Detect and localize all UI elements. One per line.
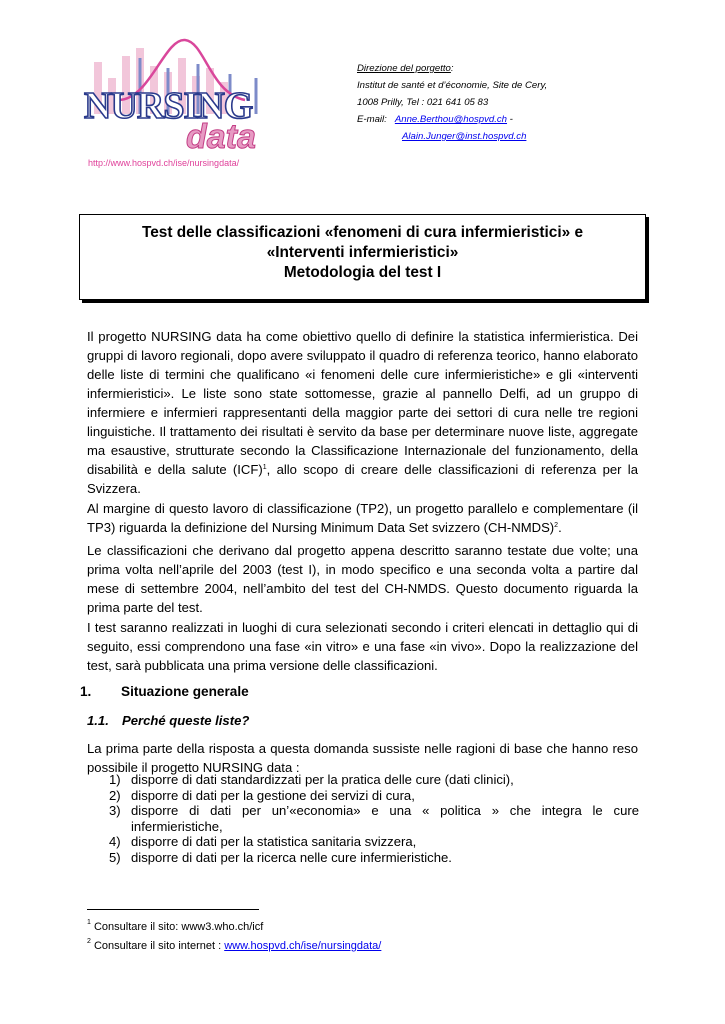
paragraph-2-text: Al margine di questo lavoro di classificazione (TP2), un progetto parallelo e complementare (il TP3) riguarda la definizione del Nursing Minimum Data Set svizzero (CH-NMDS): [87, 501, 638, 535]
list-item-text: disporre di dati per un’«economia» e una « politica » che integra le cure infermieristiche,: [131, 803, 639, 834]
logo-data-text: data: [186, 118, 256, 156]
list-item: [109, 772, 639, 788]
footnote-2-link[interactable]: www.hospvd.ch/ise/nursingdata/: [224, 940, 382, 952]
footnote-2: [87, 940, 381, 952]
section-1-title: Situazione generale: [121, 684, 249, 699]
paragraph-4: I test saranno realizzati in luoghi di cura selezionati secondo i criteri elencati in dettaglio qui di seguito, essi comprendono una fase «in vitro» e una fase «in vivo». Dopo la realizzazione del test, sarà pubblicata una prima versione delle classificazioni.: [87, 620, 638, 673]
footnote-separator: [87, 909, 259, 910]
list-item-text: disporre di dati per la statistica sanitaria svizzera,: [131, 834, 417, 849]
section-1-1-title: Perché queste liste?: [122, 713, 250, 728]
paragraph-3: Le classificazioni che derivano dal progetto appena descritto saranno testate due volte; una prima volta nell’aprile del 2003 (test I), in modo specifico e una seconda volta a partire dal mese di settembre 2004, nell’ambito del test del CH-NMDS. Questo documento riguarda la prima parte del test.: [87, 543, 638, 615]
footnote-ref-1: 1: [262, 464, 267, 471]
email-label: E-mail:: [357, 114, 387, 125]
list-item: [109, 803, 639, 834]
footnote-1-text: Consultare il sito: www3.who.ch/icf: [93, 921, 264, 933]
footnote-1: [87, 921, 263, 933]
footnote-2-text: Consultare il sito internet :: [93, 940, 225, 952]
list-item-number: 1): [109, 772, 121, 787]
paragraph-2-text-end: .: [558, 520, 562, 535]
paragraph-5: La prima parte della risposta a questa domanda sussiste nelle ragioni di base che hanno reso possibile il progetto NURSING data :: [87, 741, 638, 775]
contact-label-suffix: :: [450, 63, 454, 74]
section-1-1-number: 1.1.: [87, 713, 109, 728]
list-item-number: 5): [109, 849, 121, 865]
nursing-data-logo: [80, 38, 295, 158]
contact-email-row: [357, 111, 547, 128]
paragraph-1: [87, 327, 638, 498]
email-separator: -: [507, 114, 513, 125]
paragraph-1-text: Il progetto NURSING data ha come obiettivo quello di definire la statistica infermieristica. Dei gruppi di lavoro regionali, dopo avere sviluppato il quadro di referenza teorico, hanno elaborato delle liste di termini che qualificano «i fenomeni delle cure infermieristiche» e gli «interventi infermieristici». Le liste sono state sottomesse, grazie al pannello Delfi, ad un gruppo di infermiere e infermieri rappresentanti della maggior parte dei settori di cura nelle tre regioni linguistiche. Il trattamento dei risultati è servito da base per determinare nuove liste, aggregate ma esaustive, strutturate secondo la Classificazione Internazionale del funzionamento, della disabilità e della salute (ICF): [87, 329, 638, 477]
logo-nursing-text: NURSING: [84, 85, 253, 127]
contact-block: [357, 60, 547, 145]
title-line-3: Metodologia del test I: [283, 264, 442, 281]
paragraph-2: [87, 499, 638, 537]
list-item-text: disporre di dati standardizzati per la pratica delle cure (dati clinici),: [131, 772, 514, 787]
paragraph-1-text-end: , allo scopo di creare delle classificazioni di referenza per la Svizzera.: [87, 462, 638, 496]
footnote-2-number: 2: [87, 938, 91, 945]
list-item-number: 3): [109, 803, 121, 818]
section-1-heading: [80, 684, 249, 699]
list-item: [109, 834, 639, 850]
list-item-text: disporre di dati per la gestione dei servizi di cura,: [131, 787, 415, 803]
email-link-1[interactable]: Anne.Berthou@hospvd.ch: [394, 114, 508, 125]
title-box: [79, 214, 646, 300]
contact-phone: 1008 Prilly, Tel : 021 641 05 83: [357, 97, 489, 108]
title-line-2: «Interventi infermieristici»: [266, 244, 459, 261]
footnote-1-number: 1: [87, 919, 91, 926]
footnote-ref-2: 2: [554, 522, 559, 529]
logo-url[interactable]: http://www.hospvd.ch/ise/nursingdata/: [88, 158, 240, 168]
list-item-number: 4): [109, 834, 121, 849]
reasons-list: [109, 772, 639, 865]
list-item: [109, 850, 639, 866]
logo-graphic: [80, 38, 295, 158]
email-link-2[interactable]: Alain.Junger@inst.hospvd.ch: [402, 131, 527, 142]
contact-label-row: [357, 60, 547, 77]
contact-address: Institut de santé et d’économie, Site de Cery,: [357, 80, 548, 91]
list-item: [109, 788, 639, 804]
title-line-1: Test delle classificazioni «fenomeni di cura infermieristici» e: [141, 224, 584, 241]
list-item-number: 2): [109, 787, 121, 803]
section-1-1-heading: [87, 713, 249, 728]
contact-label: Direzione del porgetto: [357, 63, 451, 74]
section-1-number: 1.: [80, 684, 92, 699]
contact-email-row-2: [357, 128, 547, 145]
list-item-text: disporre di dati per la ricerca nelle cure infermieristiche.: [131, 849, 452, 865]
